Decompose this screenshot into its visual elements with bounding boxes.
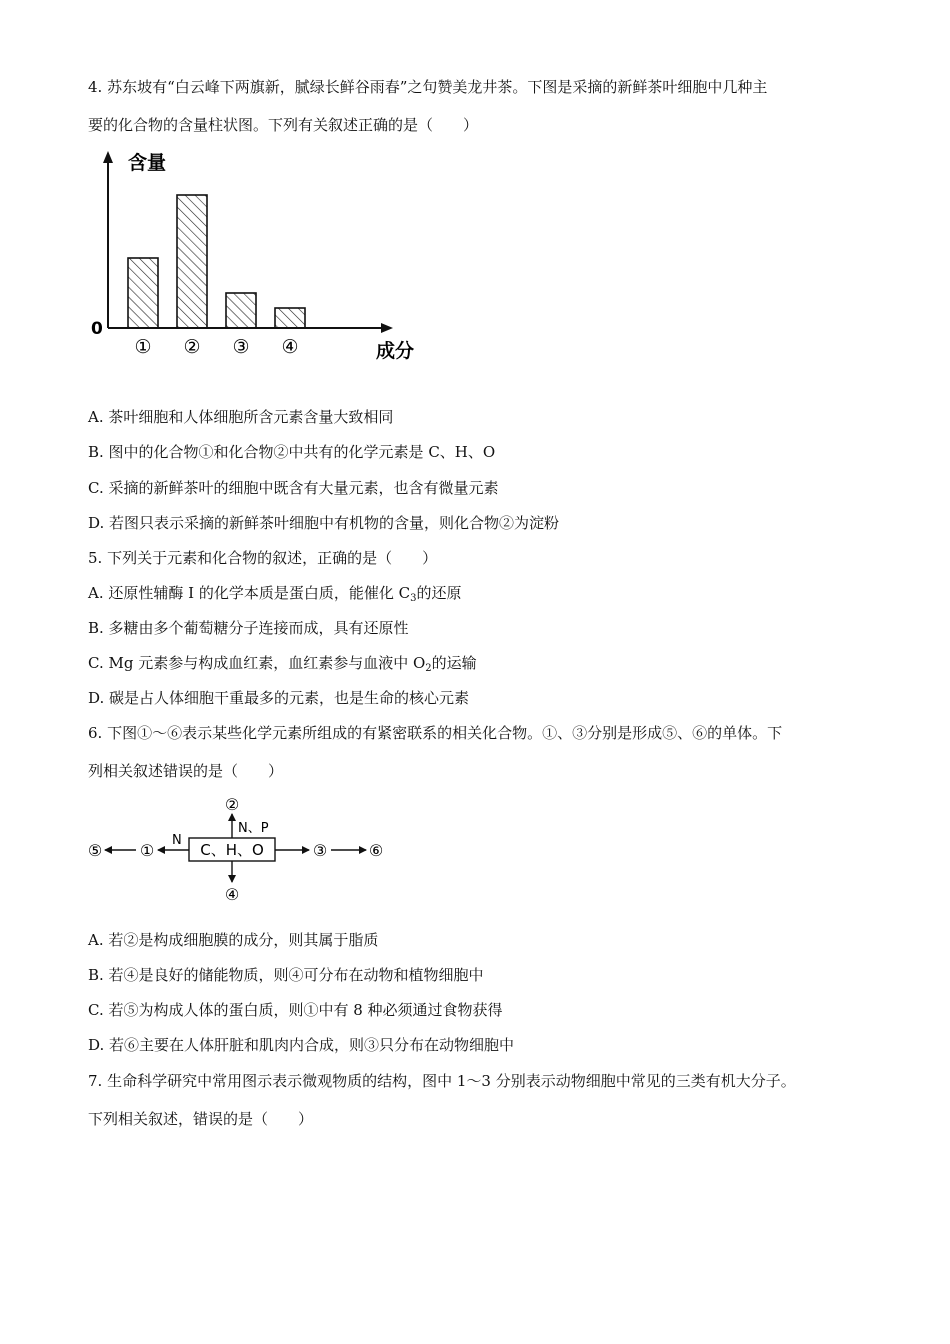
node-2: ② [224,795,240,814]
q5-option-a: A. 还原性辅酶 I 的化学本质是蛋白质，能催化 $C_3$的还原 [88,584,462,604]
label-n: N [172,833,182,848]
node-5: ⑤ [87,841,103,860]
q6-option-b: B. 若④是良好的储能物质，则④可分布在动物和植物细胞中 [88,966,484,984]
q4-bar-chart [85,145,425,370]
tick-label-4: ④ [281,336,299,358]
q6-option-c: C. 若⑤为构成人体的蛋白质，则①中有 8 种必须通过食物获得 [88,1001,503,1019]
q6-stem-line1: 6. 下图①～⑥表示某些化学元素所组成的有紧密联系的相关化合物。①、③分别是形成⑤、⑥的单体。下 [88,724,783,742]
q7-stem-line1: 7. 生命科学研究中常用图示表示微观物质的结构，图中 1～3 分别表示动物细胞中常见的三类有机大分子。 [88,1072,796,1090]
q5-option-d: D. 碳是占人体细胞干重最多的元素，也是生命的核心元素 [88,689,470,707]
q7-stem-line2: 下列相关叙述，错误的是（ ） [88,1110,314,1128]
node-1: ① [139,841,155,860]
origin-label: 0 [91,319,103,339]
q4-option-a: A. 茶叶细胞和人体细胞所含元素含量大致相同 [88,408,394,426]
y-axis-label: 含量 [128,152,167,174]
q4-stem-line2: 要的化合物的含量柱状图。下列有关叙述正确的是（ ） [88,116,479,134]
label-np: N、P [238,821,269,836]
bar-2 [177,195,207,328]
q4-option-b: B. 图中的化合物①和化合物②中共有的化学元素是 C、H、O [88,443,496,461]
q4-option-c: C. 采摘的新鲜茶叶的细胞中既含有大量元素，也含有微量元素 [88,479,499,497]
x-axis-arrow [381,323,393,333]
bar-4 [275,308,305,328]
bar-3 [226,293,256,328]
q5-option-b: B. 多糖由多个葡萄糖分子连接而成，具有还原性 [88,619,409,637]
x-axis-label: 成分 [376,340,415,362]
tick-label-1: ① [134,336,152,358]
y-axis-arrow [103,151,113,163]
q4-option-d: D. 若图只表示采摘的新鲜茶叶细胞中有机物的含量，则化合物②为淀粉 [88,514,560,532]
node-6: ⑥ [368,841,384,860]
q5-stem: 5. 下列关于元素和化合物的叙述，正确的是（ ） [88,549,438,567]
tick-label-2: ② [183,336,201,358]
node-4: ④ [224,885,240,904]
center-elements: C、H、O [200,841,264,859]
bar-1 [128,258,158,328]
tick-label-3: ③ [232,336,250,358]
q6-option-d: D. 若⑥主要在人体肝脏和肌肉内合成，则③只分布在动物细胞中 [88,1036,515,1054]
q4-stem-line1: 4. 苏东坡有“白云峰下两旗新，腻绿长鲜谷雨春”之句赞美龙井茶。下图是采摘的新鲜茶叶细胞中几种主 [88,78,768,96]
q5-option-c: C. Mg 元素参与构成血红素，血红素参与血液中 $O_2$的运输 [88,654,477,674]
q6-compound-diagram [85,792,395,907]
q6-option-a: A. 若②是构成细胞膜的成分，则其属于脂质 [88,931,379,949]
q6-stem-line2: 列相关叙述错误的是（ ） [88,762,284,780]
node-3: ③ [312,841,328,860]
